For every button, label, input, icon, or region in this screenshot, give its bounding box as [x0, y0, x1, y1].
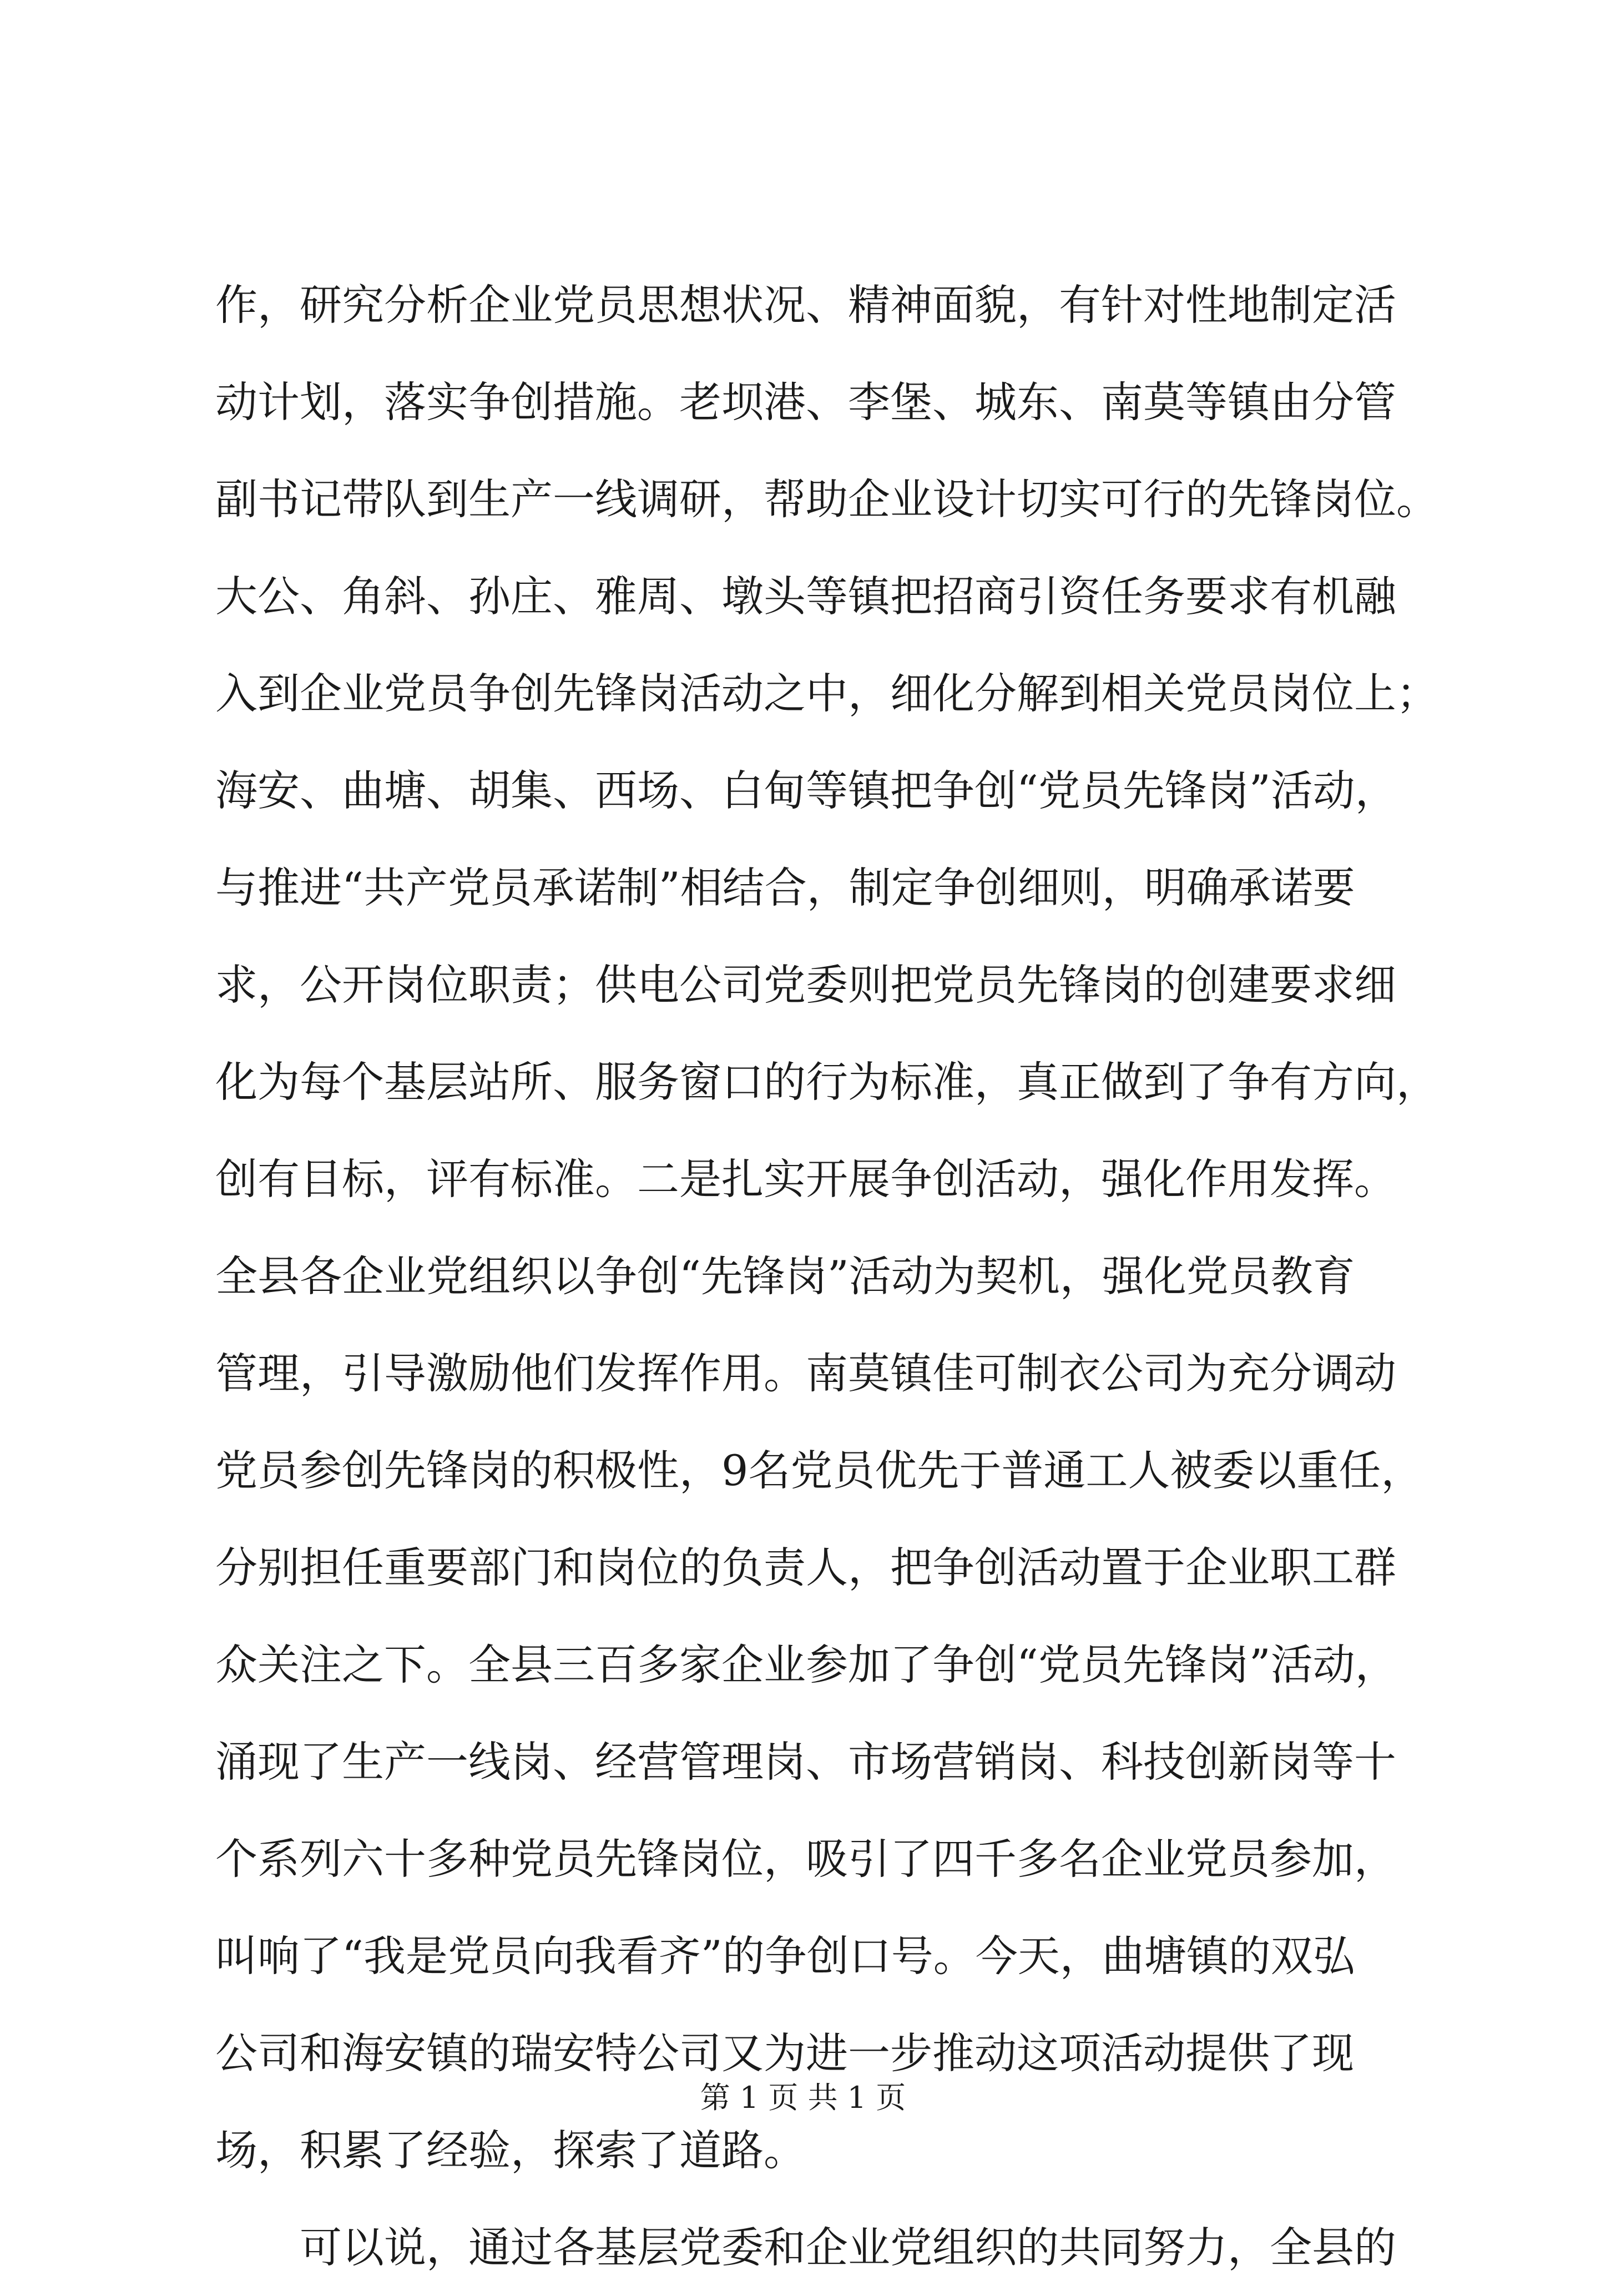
- text-line: 分别担任重要部门和岗位的负责人，把争创活动置于企业职工群: [215, 1543, 1396, 1592]
- body-text: [215, 256, 1456, 2296]
- text-line: 化为每个基层站所、服务窗口的行为标准，真正做到了争有方向，: [215, 1057, 1438, 1107]
- text-line: 场，积累了经验，探索了道路。: [215, 2126, 806, 2175]
- text-line: 叫响了“我是党员向我看齐”的争创口号。今天，曲塘镇的双弘: [215, 1931, 1355, 1981]
- text-line: 入到企业党员争创先锋岗活动之中，细化分解到相关党员岗位上；: [215, 669, 1438, 718]
- text-line: 求，公开岗位职责；供电公司党委则把党员先锋岗的创建要求细: [215, 960, 1396, 1010]
- text-line: 涌现了生产一线岗、经营管理岗、市场营销岗、科技创新岗等十: [215, 1737, 1396, 1787]
- text-line: 副书记带队到生产一线调研，帮助企业设计切实可行的先锋岗位。: [215, 475, 1438, 524]
- paragraph-start-line: 可以说，通过各基层党委和企业党组织的共同努力，全县的: [300, 2223, 1396, 2272]
- page-footer: 第 1 页 共 1 页: [700, 2080, 906, 2115]
- text-line: 创有目标，评有标准。二是扎实开展争创活动，强化作用发挥。: [215, 1154, 1396, 1204]
- text-line: 与推进“共产党员承诺制”相结合，制定争创细则，明确承诺要: [215, 863, 1355, 912]
- text-line: 个系列六十多种党员先锋岗位，吸引了四千多名企业党员参加，: [215, 1834, 1396, 1884]
- text-line: 海安、曲塘、胡集、西场、白甸等镇把争创“党员先锋岗”活动，: [215, 766, 1397, 815]
- text-line: 作，研究分析企业党员思想状况、精神面貌，有针对性地制定活: [215, 280, 1396, 330]
- text-line: 公司和海安镇的瑞安特公司又为进一步推动这项活动提供了现: [215, 2028, 1354, 2078]
- text-line: 全县各企业党组织以争创“先锋岗”活动为契机，强化党员教育: [215, 1252, 1355, 1301]
- text-line: 大公、角斜、孙庄、雅周、墩头等镇把招商引资任务要求有机融: [215, 572, 1396, 621]
- text-line: 党员参创先锋岗的积极性，9名党员优先于普通工人被委以重任，: [215, 1446, 1423, 1495]
- text-line: 众关注之下。全县三百多家企业参加了争创“党员先锋岗”活动，: [215, 1640, 1397, 1689]
- text-line: 管理，引导激励他们发挥作用。南莫镇佳可制衣公司为充分调动: [215, 1349, 1396, 1398]
- text-line: 动计划，落实争创措施。老坝港、李堡、城东、南莫等镇由分管: [215, 377, 1396, 427]
